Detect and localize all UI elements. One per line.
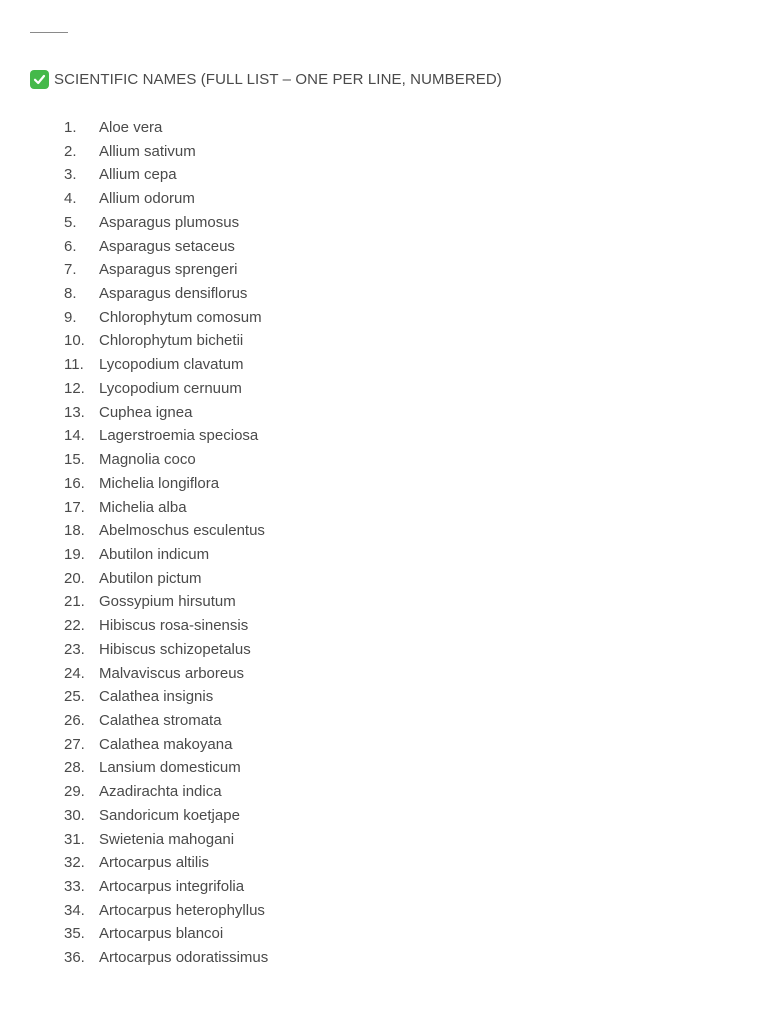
list-item-number: 15. xyxy=(64,451,85,469)
list-item xyxy=(0,662,768,686)
list-item xyxy=(0,685,768,709)
list-item-name: Gossypium hirsutum xyxy=(99,593,236,611)
list-item xyxy=(0,543,768,567)
list-item-number: 8. xyxy=(64,285,77,303)
list-item xyxy=(0,567,768,591)
list-item-name: Asparagus densiflorus xyxy=(99,285,248,303)
list-item xyxy=(0,828,768,852)
list-item xyxy=(0,756,768,780)
list-item-name: Lagerstroemia speciosa xyxy=(99,427,259,445)
list-item-name: Malvaviscus arboreus xyxy=(99,664,245,682)
list-item xyxy=(0,638,768,662)
section-heading xyxy=(30,69,502,90)
list-item-number: 13. xyxy=(64,403,85,421)
list-item-name: Sandoricum koetjape xyxy=(99,806,240,824)
list-item-name: Cuphea ignea xyxy=(99,403,193,421)
list-item-number: 22. xyxy=(64,617,85,635)
list-item-number: 20. xyxy=(64,569,85,587)
list-item-number: 9. xyxy=(64,308,77,326)
horizontal-rule xyxy=(30,32,68,33)
list-item xyxy=(0,804,768,828)
list-item xyxy=(0,401,768,425)
list-item-number: 4. xyxy=(64,190,77,208)
list-item xyxy=(0,306,768,330)
list-item xyxy=(0,329,768,353)
list-item-name: Magnolia coco xyxy=(99,451,196,469)
list-item xyxy=(0,187,768,211)
list-item xyxy=(0,899,768,923)
list-item-name: Asparagus sprengeri xyxy=(99,261,238,279)
list-item-number: 16. xyxy=(64,474,85,492)
list-item-name: Swietenia mahogani xyxy=(99,830,235,848)
list-item xyxy=(0,922,768,946)
list-item xyxy=(0,116,768,140)
list-item-number: 18. xyxy=(64,522,85,540)
list-item-name: Asparagus plumosus xyxy=(99,213,240,231)
list-item xyxy=(0,163,768,187)
list-item-number: 25. xyxy=(64,688,85,706)
list-item-name: Calathea stromata xyxy=(99,711,222,729)
list-item-name: Asparagus setaceus xyxy=(99,237,235,255)
list-item-name: Allium cepa xyxy=(99,166,177,184)
list-item-number: 23. xyxy=(64,640,85,658)
list-item-number: 7. xyxy=(64,261,77,279)
list-item-name: Aloe vera xyxy=(99,119,163,136)
list-item-number: 6. xyxy=(64,237,77,255)
list-item-name: Abutilon pictum xyxy=(99,569,202,587)
list-item xyxy=(0,496,768,520)
list-item xyxy=(0,946,768,970)
list-item xyxy=(0,448,768,472)
list-item xyxy=(0,211,768,235)
list-item xyxy=(0,709,768,733)
scientific-names-list xyxy=(0,116,768,970)
list-item-name: Chlorophytum bichetii xyxy=(99,332,244,350)
list-item xyxy=(0,377,768,401)
list-item xyxy=(0,282,768,306)
list-item-name: Artocarpus heterophyllus xyxy=(99,901,265,919)
list-item-name: Abelmoschus esculentus xyxy=(99,522,265,540)
check-mark-button-icon xyxy=(30,70,49,89)
list-item xyxy=(0,424,768,448)
list-item-number: 3. xyxy=(64,166,77,184)
list-item-name: Michelia alba xyxy=(99,498,187,516)
list-item-name: Artocarpus integrifolia xyxy=(99,878,245,895)
list-item-number: 26. xyxy=(64,711,85,729)
list-item xyxy=(0,235,768,259)
list-item xyxy=(0,875,768,899)
list-item-name: Hibiscus schizopetalus xyxy=(99,640,251,658)
list-item-number: 31. xyxy=(64,830,85,848)
list-item-name: Artocarpus altilis xyxy=(99,854,210,872)
list-item-name: Artocarpus odoratissimus xyxy=(99,949,269,967)
list-item-name: Calathea makoyana xyxy=(99,735,233,753)
list-item xyxy=(0,780,768,804)
list-item-name: Lansium domesticum xyxy=(99,759,241,777)
list-item-number: 2. xyxy=(64,142,77,160)
list-item-name: Azadirachta indica xyxy=(99,783,222,801)
list-item-number: 14. xyxy=(64,427,85,445)
list-item-number: 35. xyxy=(64,925,85,943)
list-item xyxy=(0,614,768,638)
list-item-number: 29. xyxy=(64,783,85,801)
list-item-number: 17. xyxy=(64,498,85,516)
list-item xyxy=(0,472,768,496)
list-item-name: Michelia longiflora xyxy=(99,474,220,492)
list-item-number: 34. xyxy=(64,901,85,919)
list-item-name: Chlorophytum comosum xyxy=(99,308,262,326)
list-item-name: Artocarpus blancoi xyxy=(99,925,224,943)
list-item xyxy=(0,590,768,614)
list-item-name: Lycopodium cernuum xyxy=(99,379,242,397)
list-item xyxy=(0,733,768,757)
list-item-name: Allium odorum xyxy=(99,190,195,208)
list-item-number: 11. xyxy=(64,356,84,374)
list-item-name: Lycopodium clavatum xyxy=(99,356,244,374)
list-item-number: 19. xyxy=(64,545,85,563)
list-item-number: 27. xyxy=(64,735,85,753)
list-item-number: 33. xyxy=(64,878,85,895)
list-item-name: Abutilon indicum xyxy=(99,545,210,563)
list-item-number: 21. xyxy=(64,593,85,611)
list-item-number: 10. xyxy=(64,332,85,350)
list-item-number: 24. xyxy=(64,664,85,682)
list-item-name: Hibiscus rosa-sinensis xyxy=(99,617,249,635)
section-heading-text: SCIENTIFIC NAMES (FULL LIST – ONE PER LINE, NUMBERED) xyxy=(54,71,502,88)
list-item xyxy=(0,353,768,377)
list-item-number: 1. xyxy=(64,119,77,136)
list-item-number: 32. xyxy=(64,854,85,872)
list-item-number: 28. xyxy=(64,759,85,777)
list-item-name: Calathea insignis xyxy=(99,688,214,706)
list-item-number: 5. xyxy=(64,213,77,231)
list-item-number: 30. xyxy=(64,806,85,824)
list-item xyxy=(0,258,768,282)
list-item-name: Allium sativum xyxy=(99,142,196,160)
list-item xyxy=(0,851,768,875)
list-item-number: 12. xyxy=(64,379,85,397)
list-item xyxy=(0,519,768,543)
list-item-number: 36. xyxy=(64,949,85,967)
list-item xyxy=(0,140,768,164)
